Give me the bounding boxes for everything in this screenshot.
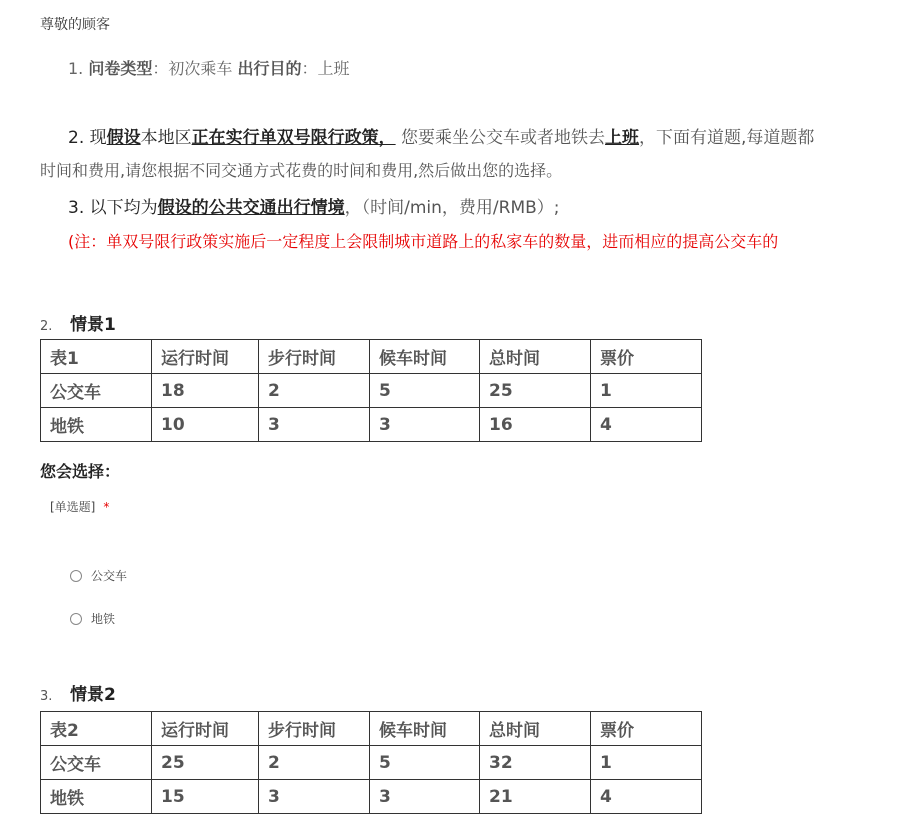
table-cell: 3 [259,780,370,814]
table-cell: 地铁 [41,408,152,442]
table-row [41,374,702,408]
scenario-table [40,711,702,814]
table-header-cell: 票价 [591,340,702,374]
table-header-cell: 运行时间 [152,712,259,746]
question-type-label [50,498,109,515]
scenario-table [40,339,702,442]
table-cell: 15 [152,780,259,814]
table-header-cell: 表1 [41,340,152,374]
table-cell: 2 [259,374,370,408]
purpose-label: 出行目的 [237,59,302,78]
question-header [40,310,116,335]
table-header-cell: 总时间 [480,340,591,374]
intro-line1-number: 1. [68,59,89,78]
table-cell: 1 [591,746,702,780]
table-cell: 5 [370,374,480,408]
radio-button[interactable] [70,570,82,582]
intro-policy-line [68,123,814,148]
table-cell: 2 [259,746,370,780]
table-cell: 25 [152,746,259,780]
intro-policy-text: 正在实行单双号限行政策， [191,128,396,148]
option-label[interactable]: 公交车 [91,569,128,583]
intro-policy-continuation: 时间和费用,请您根据不同交通方式花费的时间和费用,然后做出您的选择。 [40,161,563,180]
option-subway[interactable] [70,610,115,627]
question-title: 情景2 [70,685,116,705]
radio-button[interactable] [70,613,82,625]
table-cell: 公交车 [41,374,152,408]
question-number: 3. [40,689,53,704]
table-cell: 3 [259,408,370,442]
table-cell: 21 [480,780,591,814]
table-header-cell: 候车时间 [370,340,480,374]
intro-scenario-line [68,193,560,218]
intro-survey-info [68,56,350,79]
question-title: 情景1 [70,315,116,335]
intro-line3-number: 3. 以下均为 [68,198,158,218]
intro-units-text: ，（时间/min，费用/RMB）; [344,198,560,218]
question-header [40,680,116,705]
salutation: 尊敬的顾客 [40,17,110,33]
intro-scenario-text: 假设的公共交通出行情境 [157,198,345,218]
intro-line2-number: 2. 现 [68,128,107,148]
table-cell: 公交车 [41,746,152,780]
survey-type-value: ：初次乘车 [152,59,238,78]
table-header-row [41,712,702,746]
table-header-cell: 候车时间 [370,712,480,746]
table-header-cell: 运行时间 [152,340,259,374]
table-row [41,746,702,780]
table-cell: 16 [480,408,591,442]
option-label[interactable]: 地铁 [91,612,116,626]
table-header-cell: 步行时间 [259,340,370,374]
table-cell: 4 [591,408,702,442]
table-cell: 3 [370,780,480,814]
question-number: 2. [40,319,53,334]
option-bus[interactable] [70,567,127,584]
choice-prompt: 您会选择： [40,462,121,481]
intro-questions-text: ，下面有道题,每道题都 [639,128,815,148]
table-row [41,408,702,442]
intro-note: (注：单双号限行政策实施后一定程度上会限制城市道路上的私家车的数量，进而相应的提高公交车的 [68,232,779,251]
table-header-cell: 总时间 [480,712,591,746]
table-cell: 25 [480,374,591,408]
table-cell: 地铁 [41,780,152,814]
table-header-cell: 表2 [41,712,152,746]
survey-type-label: 问卷类型 [88,59,153,78]
table-row [41,780,702,814]
intro-work-text: 上班 [605,128,640,148]
table-cell: 3 [370,408,480,442]
table-header-row [41,340,702,374]
table-cell: 1 [591,374,702,408]
required-mark: * [103,500,110,514]
table-cell: 10 [152,408,259,442]
single-choice-tag: [单选题] [50,500,96,514]
intro-commute-text: 您要乘坐公交车或者地铁去 [395,128,606,148]
table-cell: 32 [480,746,591,780]
table-cell: 4 [591,780,702,814]
table-cell: 18 [152,374,259,408]
intro-assume-text: 假设 [106,128,141,148]
table-header-cell: 步行时间 [259,712,370,746]
intro-local-text: 本地区 [140,128,192,148]
purpose-value: ：上班 [301,59,350,78]
table-header-cell: 票价 [591,712,702,746]
table-cell: 5 [370,746,480,780]
